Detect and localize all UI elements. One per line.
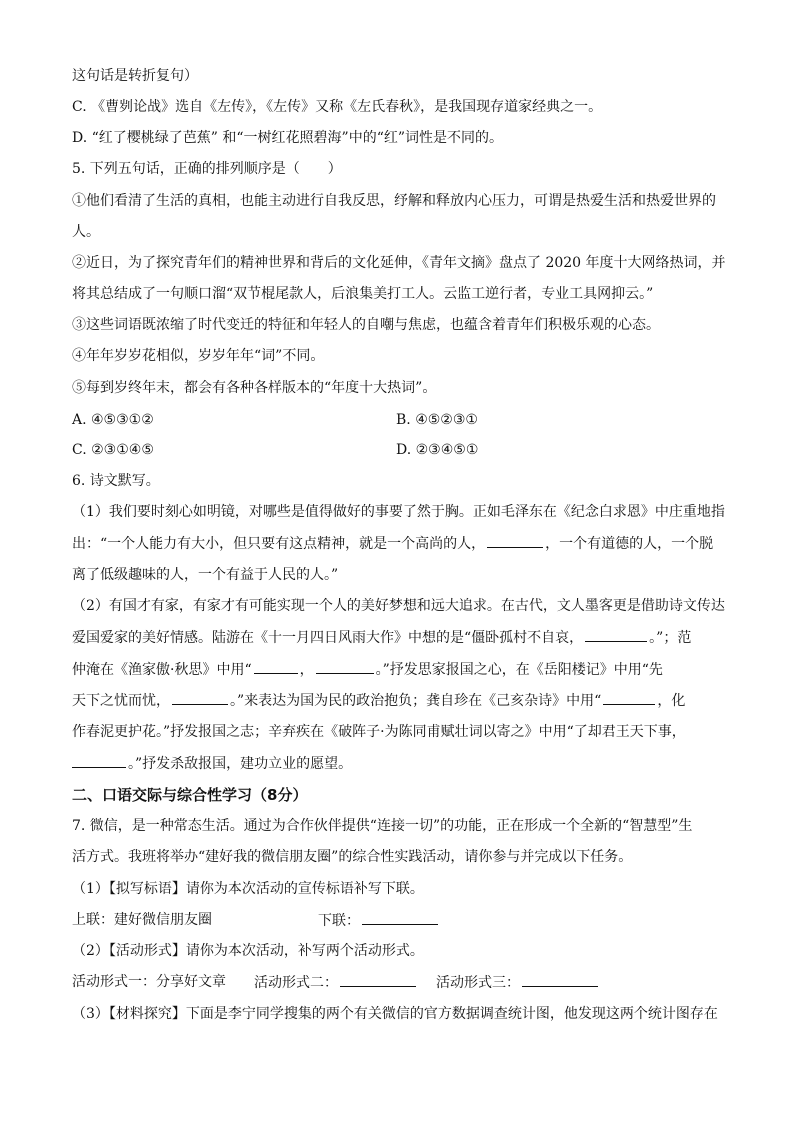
q6-part1-line3: 离了低级趣味的人，一个有益于人民的人。” bbox=[72, 567, 339, 583]
option-d-previous: D. “红了樱桃绿了芭蕉” 和“一树红花照碧海”中的“红”词性是不同的。 bbox=[72, 130, 504, 146]
q6-part2-line5: 作春泥更护花。”抒发报国之志；辛弃疾在《破阵子·为陈同甫赋壮词以寄之》中用“了却君王天下事， bbox=[72, 724, 686, 740]
q6-part2-line2 bbox=[72, 627, 691, 648]
q7-part2: （2）【活动形式】请你为本次活动，补写两个活动形式。 bbox=[72, 943, 424, 959]
fill-blank[interactable] bbox=[254, 659, 298, 674]
text-segment: 天下之忧而忧， bbox=[72, 693, 170, 709]
q6-part2-line1: （2）有国才有家，有家才有可能实现一个人的美好梦想和远大追求。在古代，文人墨客更是借助诗文传达 bbox=[72, 598, 725, 614]
option-d: D. ②③④⑤① bbox=[396, 442, 479, 458]
q6-part2-line4 bbox=[72, 690, 685, 711]
text-segment: ， bbox=[299, 662, 314, 678]
option-a: A. ④⑤③①② bbox=[72, 412, 154, 428]
text-segment: 仲淹在《渔家傲·秋思》中用“ bbox=[72, 662, 252, 678]
text-segment: 出：“一个人能力有大小，但只要有这点精神，就是一个高尚的人， bbox=[72, 536, 486, 552]
section-2-heading: 二、口语交际与综合性学习（8分） bbox=[72, 786, 308, 804]
q6-part1-line1: （1）我们要时刻心如明镜，对哪些是值得做好的事要了然于胸。正如毛泽东在《纪念白求恩》中庄重地指 bbox=[72, 504, 725, 520]
text-segment: 。”抒发杀敌报国，建功立业的愿望。 bbox=[128, 756, 353, 772]
lower-couplet bbox=[318, 910, 440, 931]
fill-blank[interactable] bbox=[316, 659, 374, 674]
option-c-previous: C. 《曹刿论战》选自《左传》，《左传》又称《左氏春秋》，是我国现存道家经典之一。 bbox=[72, 99, 603, 115]
fill-blank[interactable] bbox=[585, 627, 647, 642]
question-6-title: 6. 诗文默写。 bbox=[72, 473, 160, 489]
activity-form-3 bbox=[436, 972, 600, 993]
fill-blank[interactable] bbox=[362, 910, 438, 925]
sentence-4: ④年年岁岁花相似，岁岁年年“词”不同。 bbox=[72, 348, 325, 364]
fill-blank[interactable] bbox=[172, 690, 228, 705]
text-segment: 。”来表达为国为民的政治抱负；龚自珍在《己亥杂诗》中用“ bbox=[230, 693, 602, 709]
option-c: C. ②③①④⑤ bbox=[72, 442, 154, 458]
text-segment: 活动形式二： bbox=[254, 975, 338, 991]
fill-blank[interactable] bbox=[72, 753, 126, 768]
text-line: 这句话是转折复句） bbox=[72, 68, 198, 84]
activity-form-2 bbox=[254, 972, 418, 993]
sentence-5: ⑤每到岁终年末，都会有各种各样版本的“年度十大热词”。 bbox=[72, 380, 437, 396]
fill-blank[interactable] bbox=[487, 533, 543, 548]
sentence-2: ②近日，为了探究青年们的精神世界和背后的文化延伸，《青年文摘》盘点了 2020 年度十大网络热词，并 bbox=[72, 255, 726, 271]
q6-part2-line3 bbox=[72, 659, 663, 680]
option-b: B. ④⑤②③① bbox=[396, 412, 478, 428]
text-segment: 活动形式三： bbox=[436, 975, 520, 991]
text-segment: 。”抒发思家报国之心，在《岳阳楼记》中用“先 bbox=[375, 662, 663, 678]
sentence-2-cont: 将其总结成了一句顺口溜“双节棍尾款人，后浪集美打工人。云监工逆行者，专业工具网抑云。” bbox=[72, 286, 654, 302]
fill-blank[interactable] bbox=[340, 972, 416, 987]
activity-form-1: 活动形式一：分享好文章 bbox=[72, 974, 226, 990]
text-segment: 爱国爱家的美好情感。陆游在《十一月四日风雨大作》中想的是“僵卧孤村不自哀， bbox=[72, 630, 584, 646]
q7-part3: （3）【材料探究】下面是李宁同学搜集的两个有关微信的官方数据调查统计图，他发现这两个统计图存在 bbox=[72, 1006, 718, 1022]
text-segment: ，化 bbox=[657, 693, 686, 709]
fill-blank[interactable] bbox=[603, 690, 655, 705]
question-7-line2: 活方式。我班将举办“建好我的微信朋友圈”的综合性实践活动，请你参与并完成以下任务。 bbox=[72, 849, 633, 865]
sentence-1: ①他们看清了生活的真相，也能主动进行自我反思，纾解和释放内心压力，可谓是热爱生活和热爱世界的 bbox=[72, 193, 716, 209]
question-7-line1: 7. 微信，是一种常态生活。通过为合作伙伴提供“连接一切”的功能，正在形成一个全新的“智慧型”生 bbox=[72, 818, 693, 834]
q6-part1-line2 bbox=[72, 533, 713, 554]
sentence-1-cont: 人。 bbox=[72, 224, 100, 240]
text-segment: 下联： bbox=[318, 913, 360, 929]
text-segment: ，一个有道德的人，一个脱 bbox=[545, 536, 714, 552]
fill-blank[interactable] bbox=[522, 972, 598, 987]
q7-part1: （1）【拟写标语】请你为本次活动的宣传标语补写下联。 bbox=[72, 881, 424, 897]
text-segment: 。”；范 bbox=[649, 630, 692, 646]
question-5-title: 5. 下列五句话，正确的排列顺序是（ ） bbox=[72, 161, 342, 177]
q6-part2-line6 bbox=[72, 753, 352, 774]
sentence-3: ③这些词语既浓缩了时代变迁的特征和年轻人的自嘲与焦虑，也蕴含着青年们积极乐观的心态。 bbox=[72, 317, 660, 333]
upper-couplet: 上联：建好微信朋友圈 bbox=[72, 912, 212, 928]
